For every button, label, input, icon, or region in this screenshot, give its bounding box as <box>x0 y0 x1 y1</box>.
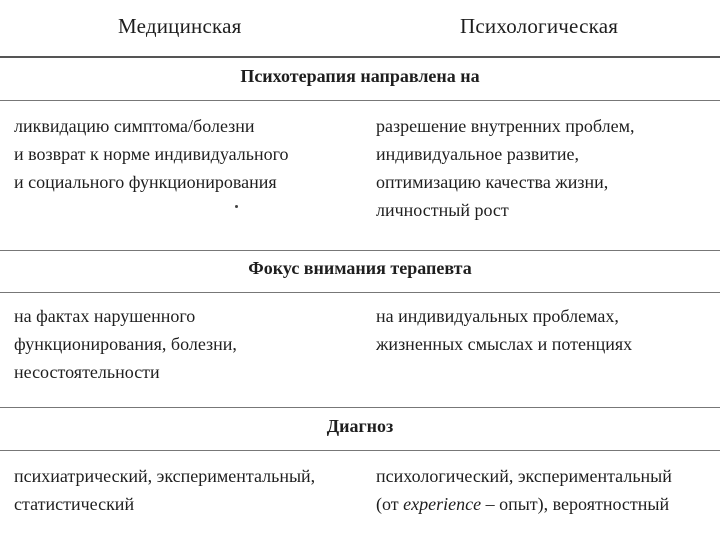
divider <box>0 250 720 251</box>
divider <box>0 100 720 101</box>
text-line: ликвидацию симптома/болезни <box>14 116 255 136</box>
cell-therapy-aim-psychological <box>376 112 712 224</box>
text-line: и возврат к норме индивидуального <box>14 144 289 164</box>
text-line: личностный рост <box>376 200 509 220</box>
section-title-therapist-focus: Фокус внимания терапевта <box>248 258 472 278</box>
cell-therapist-focus-psychological <box>376 302 712 358</box>
table-header <box>0 0 720 58</box>
cell-diagnosis-psychological <box>376 462 712 518</box>
text-fragment: – опыт), вероятностный <box>481 494 670 514</box>
text-line: на фактах нарушенного <box>14 306 196 326</box>
divider <box>0 407 720 408</box>
text-fragment: (от <box>376 494 404 514</box>
text-line: разрешение внутренних проблем, <box>376 116 635 136</box>
italic-term: experience <box>403 494 482 514</box>
cell-diagnosis-medical <box>14 462 364 518</box>
text-line: индивидуальное развитие, <box>376 144 580 164</box>
column-header-psychological: Психологическая <box>460 14 619 38</box>
text-line: функционирования, болезни, <box>14 334 237 354</box>
text-line: психиатрический, экспериментальный, <box>14 466 316 486</box>
cell-therapy-aim-medical <box>14 112 364 196</box>
cell-therapist-focus-medical <box>14 302 364 386</box>
divider <box>0 292 720 293</box>
text-line: жизненных смыслах и потенциях <box>376 334 633 354</box>
text-line: психологический, экспериментальный <box>376 466 672 486</box>
section-title-diagnosis: Диагноз <box>326 416 394 436</box>
speck <box>235 205 238 208</box>
text-line <box>376 490 712 518</box>
text-line: несостоятельности <box>14 362 160 382</box>
section-title-therapy-aim: Психотерапия направлена на <box>240 66 480 86</box>
divider <box>0 450 720 451</box>
text-line: оптимизацию качества жизни, <box>376 172 609 192</box>
text-line: и социального функционирования <box>14 172 277 192</box>
text-line: на индивидуальных проблемах, <box>376 306 619 326</box>
column-header-medical: Медицинская <box>118 14 242 38</box>
text-line: статистический <box>14 494 135 514</box>
